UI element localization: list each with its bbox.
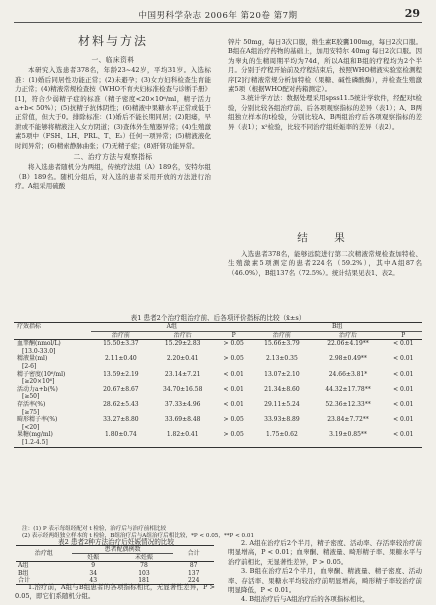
table2-cell-total: 87 (189, 562, 198, 570)
table1-cell-reference-range: [1.2-4.5] (14, 439, 91, 447)
paragraph-inclusion-criteria: 本研究入选患者378名，年龄23~42岁，平均31岁。入选标准：(1)婚后同居性功能正常；(2)未避孕；(3)女方妇科检查生育能力正常；(4)精液常规检查按《WHO不育夫妇标准检查与诊断手册》[1]，符合少弱精子症的标准（精子密度<20×10⁶/ml，精子活力a+b< 50%）；(5)抗精子抗体阴性；(6)精液中果糖水平正常或低于正常值，但大于0。排除标准：(1)婚后不能长期同居；(2)阳痿，早泄或不能够将精液注入女方阴道；(3)查体外生殖器异常；(4)生殖激素5项中（FSH、LH、PRL、T、E₂）任何一项异常；(5)精液液化时间异常；(6)精索静脉曲张；(7)无精子症；(8)肝肾功能异常。 (15, 66, 211, 150)
table1-cell-b-p: < 0.01 (393, 340, 414, 348)
table1-row-range (14, 378, 422, 386)
table1-row-range (14, 348, 422, 356)
table1-header-a-after: 治疗后 (150, 331, 215, 340)
table2-row (16, 562, 214, 570)
table1-cell-a-after: 2.20±0.41 (166, 355, 199, 363)
table1-cell-a-p: > 0.05 (223, 416, 244, 424)
table1-cell-indicator: 血睾酮(nmol/L) (17, 340, 61, 348)
table1-cell-indicator: 活动力a+b(%) (17, 385, 58, 393)
table1-cell-indicator: 存活率(%) (17, 400, 46, 408)
table2-header-group: 治疗组 (16, 546, 72, 562)
table1-row (14, 371, 422, 379)
table2-caption: 表2 患者2种方法治疗后妊娠情况的比较 (58, 538, 174, 546)
paragraph-treatment-methods: 将入选患者随机分为两组，传统疗法组（A）189名，安特尔组（B）189名。随机分组后，对入选的患者采用开放的方法进行治疗。A组采用硫酸 (15, 163, 211, 191)
table1-row-range (14, 393, 422, 401)
table1-cell-empty (252, 378, 311, 386)
table1-header-a-p: P (215, 331, 252, 340)
table1-cell-a-before: 15.50±3.37 (103, 340, 139, 348)
table2-cell-not-pregnant: 78 (140, 562, 148, 570)
table1-header-b-p: P (385, 331, 422, 340)
table2-cell-group: A组 (18, 562, 29, 570)
paragraph-results-summary: 入选患者378名，能够远院进行第二次精液常规检查加特检、生殖激素5项测定的患者224名（59.2%），其中A组87名（46.0%），B组137名（72.5%）。统计结果见表1、表2。 (228, 250, 422, 277)
table1-cell-a-p: < 0.01 (223, 400, 244, 408)
table1-cell-a-after: 15.29±2.83 (164, 340, 201, 348)
table1-row (14, 355, 422, 363)
table1-cell-empty (385, 424, 422, 432)
table1-cell-b-p: < 0.01 (393, 385, 414, 393)
table1-header-group-a: A组 (91, 323, 252, 332)
section-title: 材料与方法 (77, 34, 148, 48)
table1-cell-b-after: 44.32±17.78** (325, 385, 371, 393)
table1-cell-b-after: 22.06±4.19** (327, 340, 369, 348)
table1-cell-empty (311, 439, 384, 447)
table1-cell-b-before: 33.93±8.89 (264, 416, 300, 424)
table1-cell-empty (385, 348, 422, 356)
table1-cell-a-p: < 0.01 (223, 370, 244, 378)
table1-cell-empty (385, 393, 422, 401)
table1-cell-a-before: 33.27±8.80 (103, 416, 139, 424)
table1-cell-empty (91, 378, 150, 386)
table1-cell-b-p: < 0.01 (393, 400, 414, 408)
table1-cell-b-p: < 0.01 (393, 431, 414, 439)
page-number: 29 (404, 7, 420, 20)
table1-cell-empty (252, 424, 311, 432)
table1-cell-empty (215, 348, 252, 356)
table1-cell-b-before: 29.11±5.24 (264, 400, 300, 408)
table1-cell-b-after: 3.19±0.85** (329, 431, 367, 439)
table1-cell-empty (311, 409, 384, 417)
table1-cell-empty (385, 363, 422, 371)
table2-cell-group: 合计 (16, 577, 72, 585)
table1-row (14, 431, 422, 439)
paragraph-dosing: 锌片 50mg，每日3次口服，维生素E胶囊100mg，每日2次口服。B组在A组治疗药物的基础上，加用安特尔 40mg 每日2次口服。因为睾丸的生精周期平均为74d，所以A组和B组的疗程均为2个半月。分别于疗程开始前及疗程结束后，按照WHO精液实验室检测程序[2]行精液常规分析加特检（果糖、碱性磷酸酶），并检查生殖激素5项（根据WHO配对药箱测定）。 (228, 38, 422, 94)
table1-cell-indicator: 果糖(mg/ml) (17, 431, 53, 439)
table1-cell-b-p: < 0.01 (393, 416, 414, 424)
table1-cell-empty (91, 348, 150, 356)
table1-cell-a-p: < 0.01 (223, 385, 244, 393)
table1-cell-empty (311, 348, 384, 356)
table1-cell-empty (252, 393, 311, 401)
table1-cell-empty (91, 409, 150, 417)
table2-header-total: 合计 (173, 546, 214, 562)
table1-row-range (14, 439, 422, 447)
table1-cell-a-after: 23.14±7.21 (164, 370, 201, 378)
table1-cell-empty (215, 363, 252, 371)
results-title: 结 果 (297, 232, 353, 244)
table1-cell-a-p: > 0.05 (223, 355, 244, 363)
table1-cell-empty (252, 439, 311, 447)
table1-header-a-before: 治疗前 (91, 331, 150, 340)
table2 (16, 545, 214, 585)
table1-cell-reference-range: [<20] (22, 423, 40, 431)
paragraph-group-b-results: 3. B组在治疗后2个半月，血睾酮、精液量、精子密度、活动率、存活率、果糖水平均较治疗前明显增高，畸形精子率较治疗前明显降低，P < 0.01。 (228, 567, 422, 595)
table1-row-range (14, 363, 422, 371)
table1-cell-b-before: 2.13±0.35 (266, 355, 298, 363)
table1-row (14, 416, 422, 424)
table2-cell-group: B组 (18, 569, 29, 577)
table1-cell-empty (150, 348, 215, 356)
table1-cell-empty (385, 439, 422, 447)
bottom-left-text (15, 583, 215, 602)
table1-cell-empty (215, 378, 252, 386)
table1-cell-a-before: 1.80±0.74 (104, 431, 137, 439)
table1-cell-a-before: 13.59±2.19 (103, 370, 139, 378)
table1-cell-empty (150, 378, 215, 386)
right-column (228, 38, 422, 132)
table1-cell-a-before: 28.62±5.43 (103, 400, 139, 408)
table1 (14, 322, 422, 448)
table1-note-2: (2) 表示经两组独立样本的 t 检验，B组治疗后与A组治疗后相比较，*P < 0.05，**P < 0.01 (22, 533, 255, 540)
table1-row-range (14, 409, 422, 417)
table1-cell-a-p: > 0.05 (223, 431, 244, 439)
table2-cell-total: 224 (173, 577, 214, 585)
table1-cell-a-p: > 0.05 (223, 340, 244, 348)
table1-cell-empty (252, 348, 311, 356)
table1-row (14, 386, 422, 394)
table1-cell-empty (150, 409, 215, 417)
table1-cell-empty (91, 424, 150, 432)
table1-cell-b-before: 21.34±8.60 (264, 385, 300, 393)
table1-cell-empty (252, 409, 311, 417)
table1-cell-b-before: 1.75±0.62 (266, 431, 298, 439)
table1-cell-a-before: 2.11±0.40 (104, 355, 137, 363)
running-header (14, 6, 422, 23)
table1-cell-b-after: 52.36±12.33** (325, 400, 371, 408)
table1-cell-b-after: 23.84±7.72** (327, 416, 369, 424)
table1-header-b-before: 治疗前 (252, 331, 311, 340)
table2-row (16, 570, 214, 577)
table1-note-1: 注：(1) P 表示每组经配对 t 检验，治疗后与治疗前相比较 (22, 526, 167, 532)
table1-cell-reference-range: [≥50] (22, 393, 40, 401)
table2-header-pregnant: 妊娠 (72, 554, 115, 562)
table1-cell-b-after: 2.98±0.49** (329, 355, 367, 363)
paragraph-group-comparison: 4. B组治疗后与A组治疗后的各项指标相比， (241, 595, 370, 604)
table1-cell-empty (215, 393, 252, 401)
table1-cell-empty (215, 424, 252, 432)
table1-row (14, 340, 422, 348)
table1-cell-reference-range: [2-6] (22, 362, 37, 370)
table1-caption: 表1 患者2个治疗组治疗前、后各项评价指标的比较（x̄±s） (130, 314, 306, 322)
bottom-right-text (228, 539, 422, 605)
table2-header-spouse-count: 患者配偶例数 (72, 546, 174, 554)
table1-cell-a-after: 37.33±4.96 (164, 400, 201, 408)
paragraph-baseline-comparison: 1.治疗前，A组与B组患者的各项指标相比，无显著性差异，P > 0.05，即它们系随机分组。 (15, 583, 215, 601)
table1-cell-empty (91, 393, 150, 401)
table1-cell-empty (311, 424, 384, 432)
table1-cell-a-after: 1.82±0.41 (166, 431, 199, 439)
results-intro (228, 250, 422, 278)
table1-cell-b-before: 15.66±3.79 (264, 340, 300, 348)
table1-cell-empty (311, 393, 384, 401)
table1-header-item: 疗效指标 (14, 323, 91, 340)
table1-cell-reference-range: [13.0-33.0] (22, 347, 56, 355)
table1-cell-indicator: 精液量(ml) (17, 355, 48, 363)
table1-cell-empty (252, 363, 311, 371)
table1-cell-empty (150, 424, 215, 432)
table1-cell-b-before: 13.07±2.10 (264, 370, 300, 378)
table1-cell-a-after: 33.69±8.48 (164, 416, 201, 424)
table1-cell-empty (215, 439, 252, 447)
table1-cell-empty (150, 439, 215, 447)
table1-cell-empty (311, 378, 384, 386)
journal-title: 中国男科学杂志 2006年 第20卷 第7期 (138, 11, 298, 21)
left-column (15, 54, 211, 192)
table1-cell-reference-range: [≥75] (22, 408, 40, 416)
table1-cell-a-before: 20.67±8.67 (103, 385, 139, 393)
table1-row (14, 401, 422, 409)
table2-cell-total: 137 (187, 569, 200, 577)
subsection-heading-clinical-data: 一、临床资料 (91, 56, 135, 64)
table1-cell-empty (385, 409, 422, 417)
table1-cell-empty (385, 378, 422, 386)
table1-cell-empty (91, 439, 150, 447)
table1-cell-b-p: < 0.01 (393, 370, 414, 378)
table1-header-group-b: B组 (252, 323, 422, 332)
table1-header-b-after: 治疗后 (311, 331, 384, 340)
table2-cell-not-pregnant: 103 (138, 569, 150, 577)
table2-cell-pregnant: 43 (72, 577, 115, 585)
table1-row-range (14, 424, 422, 432)
table1-cell-empty (150, 363, 215, 371)
paragraph-statistics: 3.统计学方法：数据处理采用spss11.5统计学软件，经配对t检验，分别比较各组治疗前、后各项观察指标的差异（表1）；A、B两组独立样本的t检验，分别比较A、B两组治疗后各项观察指标的差异（表1）；x²检验，比较不同治疗组妊娠率的差异（表2）。 (228, 94, 422, 131)
table1-cell-empty (215, 409, 252, 417)
table1-cell-empty (311, 363, 384, 371)
table1-cell-empty (150, 393, 215, 401)
paragraph-group-a-results: 2. A组在治疗后2个半月，精子密度、活动率、存活率较治疗前明显增高，P < 0.01；血睾酮、精液量、畸形精子率、果糖水平与治疗前相比，无显著性差异，P > 0.05。 (228, 539, 422, 566)
subsection-heading-treatment: 二、治疗方法与观察指标 (73, 153, 153, 162)
table2-cell-pregnant: 34 (89, 569, 98, 577)
table1-cell-indicator: 畸形精子率(%) (17, 416, 58, 424)
table1-cell-empty (91, 363, 150, 371)
table1-cell-indicator: 精子密度(10⁶/ml) (17, 370, 66, 378)
table1-cell-b-p: < 0.01 (393, 355, 414, 363)
table2-cell-pregnant: 9 (91, 562, 96, 570)
table2-header-not-pregnant: 未妊娠 (115, 554, 174, 562)
table1-cell-b-after: 24.66±3.81* (328, 370, 368, 378)
table1-cell-reference-range: [≥20×10⁶] (22, 378, 55, 386)
table1-cell-a-after: 34.70±16.58 (163, 385, 203, 393)
table2-cell-not-pregnant: 181 (115, 577, 174, 585)
